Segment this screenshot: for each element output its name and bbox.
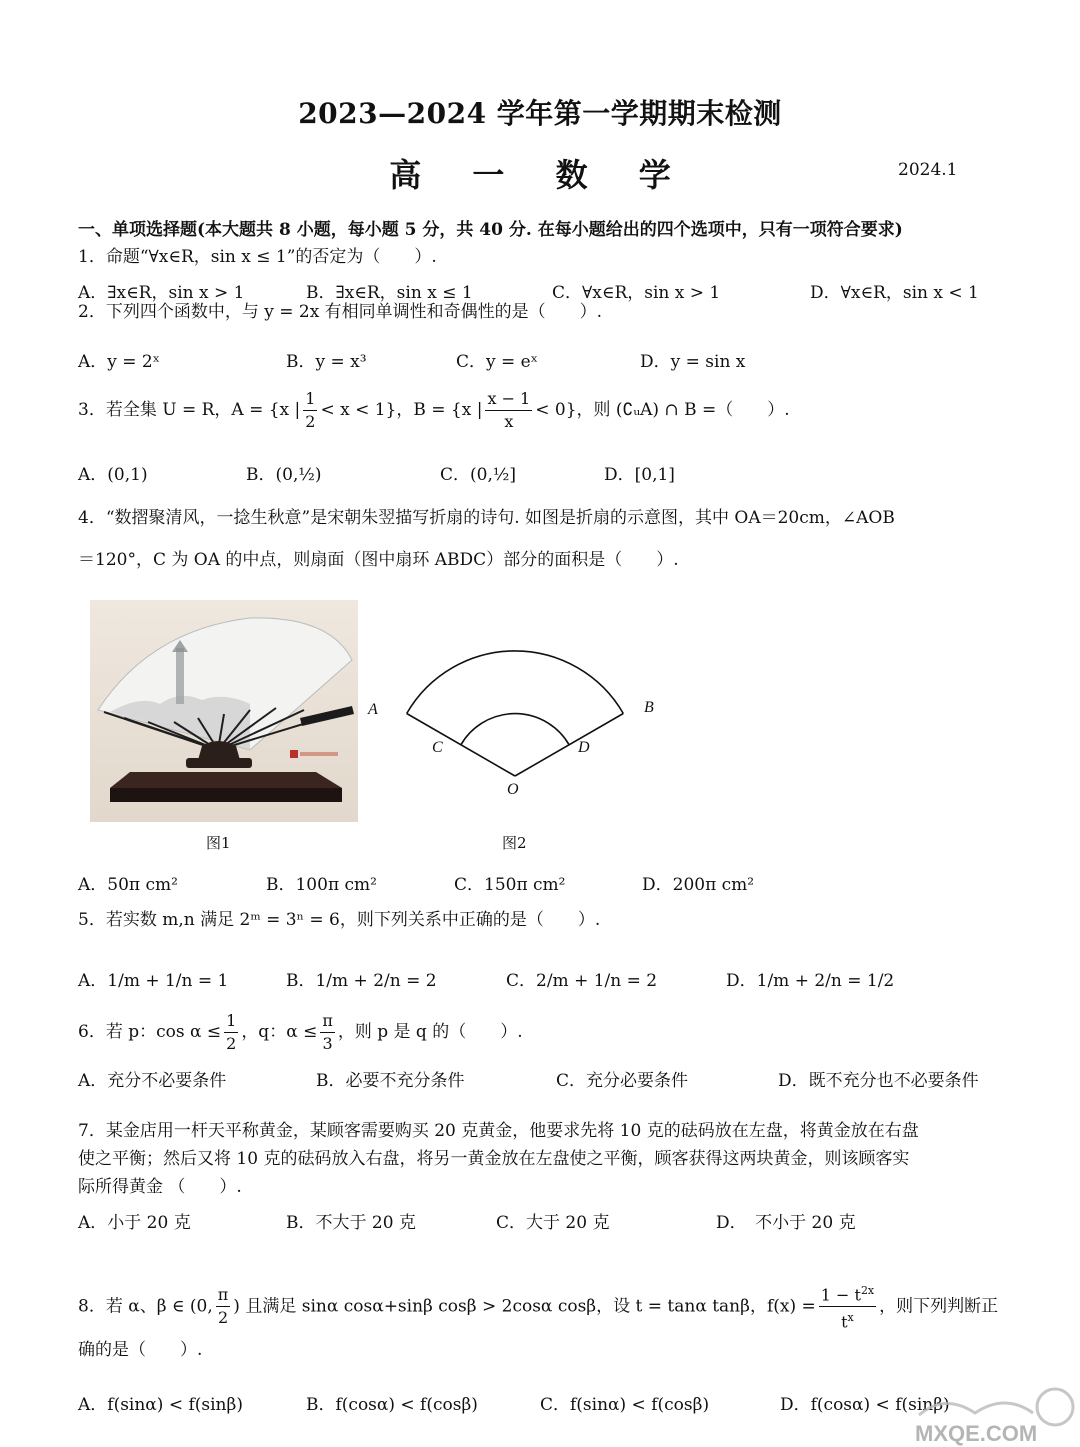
q6-option-d: D．既不充分也不必要条件 [778, 1071, 979, 1091]
label-A: A [368, 701, 378, 718]
watermark-text: MXQE.COM [915, 1421, 1038, 1446]
fan-diagram [360, 600, 680, 810]
q3-frac-b-num: x − 1 [485, 388, 532, 411]
q5-option-b: B．1/m + 2/n = 2 [286, 971, 437, 991]
question-3-stem [78, 388, 790, 433]
q8-text-a: 8．若 α、β ∈ (0, [78, 1296, 213, 1317]
q3-text-b: < x < 1}，B = {x | [320, 400, 483, 420]
q5-option-d: D．1/m + 2/n = 1/2 [726, 971, 895, 991]
site-watermark [905, 1385, 1080, 1447]
label-O: O [507, 781, 519, 798]
question-6-stem [78, 1010, 523, 1055]
q2-option-a: A．y = 2ˣ [78, 352, 160, 372]
folding-fan-photo [90, 600, 358, 822]
question-7-line-2: 使之平衡；然后又将 10 克的砝码放入右盘，将另一黄金放在左盘使之平衡，顾客获得这两块黄金，则该顾客实 [78, 1149, 910, 1169]
q4-option-d: D．200π cm² [642, 875, 755, 895]
q8-f-den: $t^x$ [841, 1311, 854, 1332]
section-heading: 一、单项选择题(本大题共 8 小题，每小题 5 分，共 40 分. 在每小题给出的四个选项中，只有一项符合要求) [78, 220, 903, 240]
q6-option-c: C．充分必要条件 [556, 1071, 689, 1091]
q4-option-c: C．150π cm² [454, 875, 566, 895]
q6-text-b: ，q：α ≤ [241, 1022, 318, 1042]
q3-frac-b-den: x [504, 412, 514, 431]
q8-option-d: D．f(cosα) < f(sinβ) [780, 1395, 950, 1415]
q8-text-b: ) 且满足 sinα cosα+sinβ cosβ > 2cosα cosβ，设 t = tanα tanβ，f(x) = [233, 1296, 816, 1317]
label-C: C [432, 739, 443, 756]
q8-option-c: C．f(sinα) < f(cosβ) [540, 1395, 710, 1415]
question-7-line-3: 际所得黄金 （ ）. [78, 1177, 242, 1197]
q6-option-b: B．必要不充分条件 [316, 1071, 465, 1091]
q3-fraction-a [303, 388, 317, 433]
q1-option-c: C．∀x∈R，sin x > 1 [552, 283, 721, 303]
q3-option-a: A．(0,1) [78, 465, 148, 485]
q3-option-b: B．(0,½) [246, 465, 322, 485]
label-B: B [644, 699, 654, 716]
q7-option-a: A．小于 20 克 [78, 1213, 191, 1233]
q8-fraction-pi-half [216, 1284, 231, 1329]
exam-date: 2024.1 [898, 160, 958, 180]
page-title: 2023—2024 学年第一学期期末检测 [298, 97, 782, 130]
q7-option-b: B．不大于 20 克 [286, 1213, 416, 1233]
question-2-stem: 2．下列四个函数中，与 y = 2x 有相同单调性和奇偶性的是（ ）. [78, 302, 603, 322]
q3-option-c: C．(0,½] [440, 465, 516, 485]
q8-option-b: B．f(cosα) < f(cosβ) [306, 1395, 478, 1415]
q7-option-c: C．大于 20 克 [496, 1213, 610, 1233]
q8-fraction-f [819, 1280, 876, 1334]
q4-option-b: B．100π cm² [266, 875, 377, 895]
q3-fraction-b [485, 388, 532, 433]
q8-frac-den: 2 [217, 1308, 229, 1328]
q6-frac-b-num: π [320, 1010, 335, 1033]
figure-1-caption: 图1 [206, 834, 231, 852]
question-4-line-2: ＝120°，C 为 OA 的中点，则扇面（图中扇环 ABDC）部分的面积是（ ）. [78, 550, 679, 570]
q2-option-c: C．y = eˣ [456, 352, 538, 372]
inner-arc-CD [461, 714, 569, 745]
q8-frac-num: π [216, 1284, 231, 1307]
q8-text-c: ，则下列判断正 [879, 1296, 999, 1317]
question-7-line-1: 7．某金店用一杆天平称黄金，某顾客需要购买 20 克黄金，他要求先将 10 克的砝码放在左盘，将黄金放在右盘 [78, 1121, 919, 1141]
q7-option-d: D． 不小于 20 克 [716, 1213, 856, 1233]
q4-option-a: A．50π cm² [78, 875, 178, 895]
q6-frac-b-den: 3 [322, 1034, 333, 1053]
q1-option-d: D．∀x∈R，sin x < 1 [810, 283, 979, 303]
q6-fraction-b [320, 1010, 335, 1055]
q6-option-a: A．充分不必要条件 [78, 1071, 227, 1091]
label-D: D [578, 739, 590, 756]
q8-option-a: A．f(sinα) < f(sinβ) [78, 1395, 243, 1415]
q3-text-a: 3．若全集 U = R，A = {x | [78, 400, 301, 420]
q5-option-a: A．1/m + 1/n = 1 [78, 971, 229, 991]
q3-text-c: < 0}，则 (∁ᵤA) ∩ B =（ ）. [535, 400, 790, 420]
q6-text-c: ，则 p 是 q 的（ ）. [337, 1022, 523, 1042]
question-5-stem: 5．若实数 m,n 满足 2ᵐ = 3ⁿ = 6，则下列关系中正确的是（ ）. [78, 910, 601, 930]
q2-option-d: D．y = sin x [640, 352, 746, 372]
q5-option-c: C．2/m + 1/n = 2 [506, 971, 658, 991]
question-8-stem [78, 1280, 998, 1334]
q6-text-a: 6．若 p：cos α ≤ [78, 1022, 222, 1042]
q1-option-a: A．∃x∈R，sin x > 1 [78, 283, 245, 303]
q6-fraction-a [224, 1010, 238, 1055]
q3-option-d: D．[0,1] [604, 465, 675, 485]
q2-option-b: B．y = x³ [286, 352, 367, 372]
question-1-stem: 1．命题“∀x∈R，sin x ≤ 1”的否定为（ ）. [78, 247, 437, 267]
q1-option-b: B．∃x∈R，sin x ≤ 1 [306, 283, 473, 303]
q3-frac-a-den: 2 [305, 412, 316, 431]
question-8-line-2: 确的是（ ）. [78, 1340, 203, 1360]
q6-frac-a-den: 2 [226, 1034, 237, 1053]
figure-2-caption: 图2 [502, 834, 527, 852]
q6-frac-a-num: 1 [224, 1010, 238, 1033]
q3-frac-a-num: 1 [303, 388, 317, 411]
question-4-line-1: 4．“数摺聚清风，一捻生秋意”是宋朝朱翌描写折扇的诗句. 如图是折扇的示意图，其中 OA＝20cm，∠AOB [78, 508, 895, 528]
subject-title: 高 一 数 学 [389, 156, 691, 194]
outer-arc-AB [407, 651, 624, 714]
q8-f-num: $1 - t^{2x}$ [819, 1280, 876, 1307]
